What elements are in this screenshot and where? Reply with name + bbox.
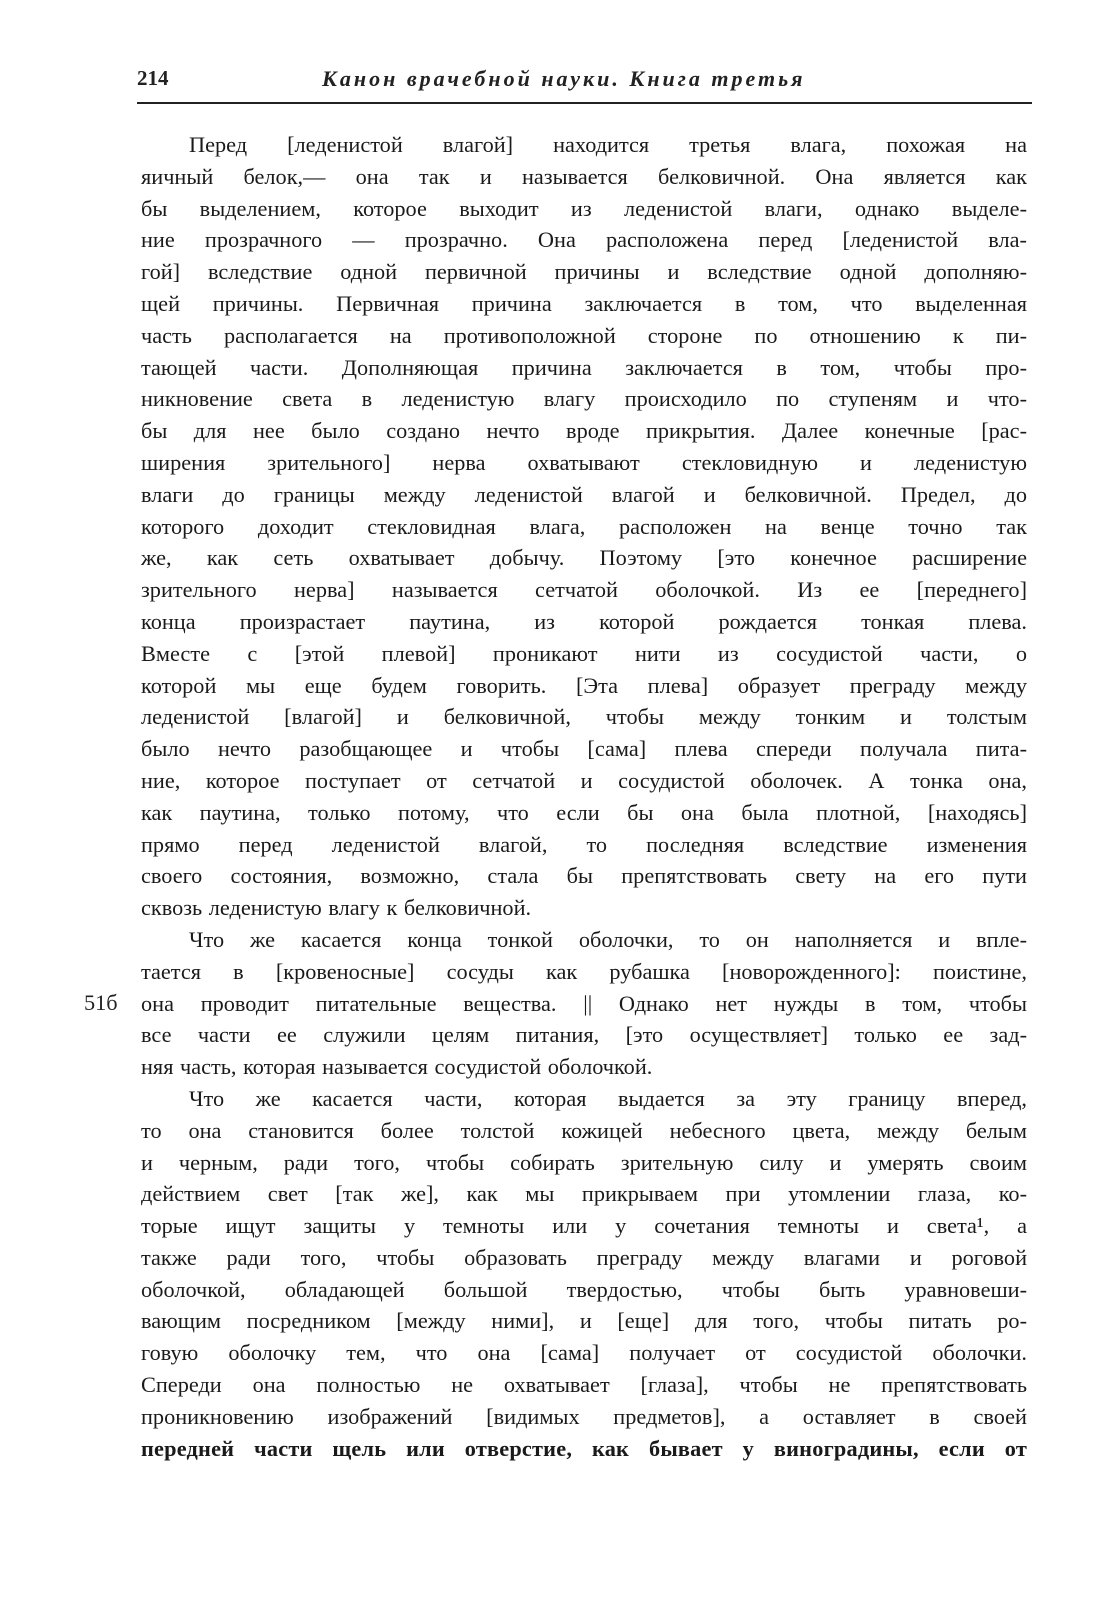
text-line: торые ищут защиты у темноты или у сочетания темноты и света¹, а xyxy=(141,1213,1027,1239)
text-line: которого доходит стекловидная влага, расположен на венце точно так xyxy=(141,513,1027,539)
body-text xyxy=(141,129,1027,1464)
text-line: влаги до границы между леденистой влагой и белковичной. Предел, до xyxy=(141,481,1027,507)
text-line: было нечто разобщающее и чтобы [сама] плева спереди получала пита- xyxy=(141,736,1027,762)
text-line: же, как сеть охватывает добычу. Поэтому [это конечное расширение xyxy=(141,545,1027,571)
text-line: своего состояния, возможно, стала бы препятствовать свету на его пути xyxy=(141,863,1027,889)
running-title: Канон врачебной науки. Книга третья xyxy=(322,66,806,91)
text-line: никновение света в леденистую влагу происходило по ступеням и что- xyxy=(141,386,1027,412)
page-header xyxy=(137,64,1032,104)
text-line: тается в [кровеносные] сосуды как рубашка [новорожденного]: поистине, xyxy=(141,958,1027,984)
text-line: и черным, ради того, чтобы собирать зрительную силу и умерять своим xyxy=(141,1149,1027,1175)
text-line: гой] вследствие одной первичной причины и вследствие одной дополняю- xyxy=(141,259,1027,285)
text-line: передней части щель или отверстие, как бывает у виноградины, если от xyxy=(141,1435,1027,1461)
text-line: Что же касается конца тонкой оболочки, то он наполняется и впле- xyxy=(189,926,1027,952)
text-line: оболочкой, обладающей большой твердостью, чтобы быть уравновеши- xyxy=(141,1276,1027,1302)
text-line: зрительного нерва] называется сетчатой оболочкой. Из ее [переднего] xyxy=(141,577,1027,603)
text-line: ние, которое поступает от сетчатой и сосудистой оболочек. А тонка она, xyxy=(141,767,1027,793)
text-line: все части ее служили целям питания, [это осуществляет] только ее зад- xyxy=(141,1022,1027,1048)
text-line: леденистой [влагой] и белковичной, чтобы между тонким и толстым xyxy=(141,704,1027,730)
text-line: Вместе с [этой плевой] проникают нити из сосудистой части, о xyxy=(141,640,1027,666)
text-line: щей причины. Первичная причина заключается в том, что выделенная xyxy=(141,290,1027,316)
page-number: 214 xyxy=(137,66,169,90)
text-line: она проводит питательные вещества. || Однако нет нужды в том, чтобы xyxy=(141,990,1027,1016)
text-line: Перед [леденистой влагой] находится третья влага, похожая на xyxy=(189,132,1027,157)
text-line: проникновению изображений [видимых предметов], а оставляет в своей xyxy=(141,1403,1027,1429)
text-line: конца произрастает паутина, из которой рождается тонкая плева. xyxy=(141,608,1027,634)
text-line: тающей части. Дополняющая причина заключается в том, чтобы про- xyxy=(141,354,1027,380)
text-line: ние прозрачного — прозрачно. Она расположена перед [леденистой вла- xyxy=(141,227,1027,253)
text-line: то она становится более толстой кожицей небесного цвета, между белым xyxy=(141,1117,1027,1143)
text-line: Что же касается части, которая выдается за эту границу вперед, xyxy=(189,1085,1027,1111)
text-line: бы выделением, которое выходит из леденистой влаги, однако выделе- xyxy=(141,195,1027,221)
text-line: яичный белок,— она так и называется белковичной. Она является как xyxy=(141,163,1027,189)
text-line: Спереди она полностью не охватывает [глаза], чтобы не препятствовать xyxy=(141,1372,1027,1398)
text-line: ширения зрительного] нерва охватывают стекловидную и леденистую xyxy=(141,449,1027,475)
text-line: как паутина, только потому, что если бы она была плотной, [находясь] xyxy=(141,799,1027,825)
text-line: которой мы еще будем говорить. [Эта плева] образует преграду между xyxy=(141,672,1027,698)
text-line: сквозь леденистую влагу к белковичной. xyxy=(141,895,532,921)
text-line: прямо перед леденистой влагой, то последняя вследствие изменения xyxy=(141,831,1027,857)
margin-note: 51б xyxy=(84,989,118,1015)
text-line: действием свет [так же], как мы прикрываем при утомлении глаза, ко- xyxy=(141,1181,1027,1207)
text-line: говую оболочку тем, что она [сама] получает от сосудистой оболочки. xyxy=(141,1340,1027,1366)
text-line: вающим посредником [между ними], и [еще] для того, чтобы питать ро- xyxy=(141,1308,1027,1334)
text-line: часть располагается на противоположной стороне по отношению к пи- xyxy=(141,322,1027,348)
text-line: также ради того, чтобы образовать преграду между влагами и роговой xyxy=(141,1244,1027,1270)
text-line: няя часть, которая называется сосудистой оболочкой. xyxy=(141,1054,653,1080)
text-line: бы для нее было создано нечто вроде прикрытия. Далее конечные [рас- xyxy=(141,418,1027,444)
